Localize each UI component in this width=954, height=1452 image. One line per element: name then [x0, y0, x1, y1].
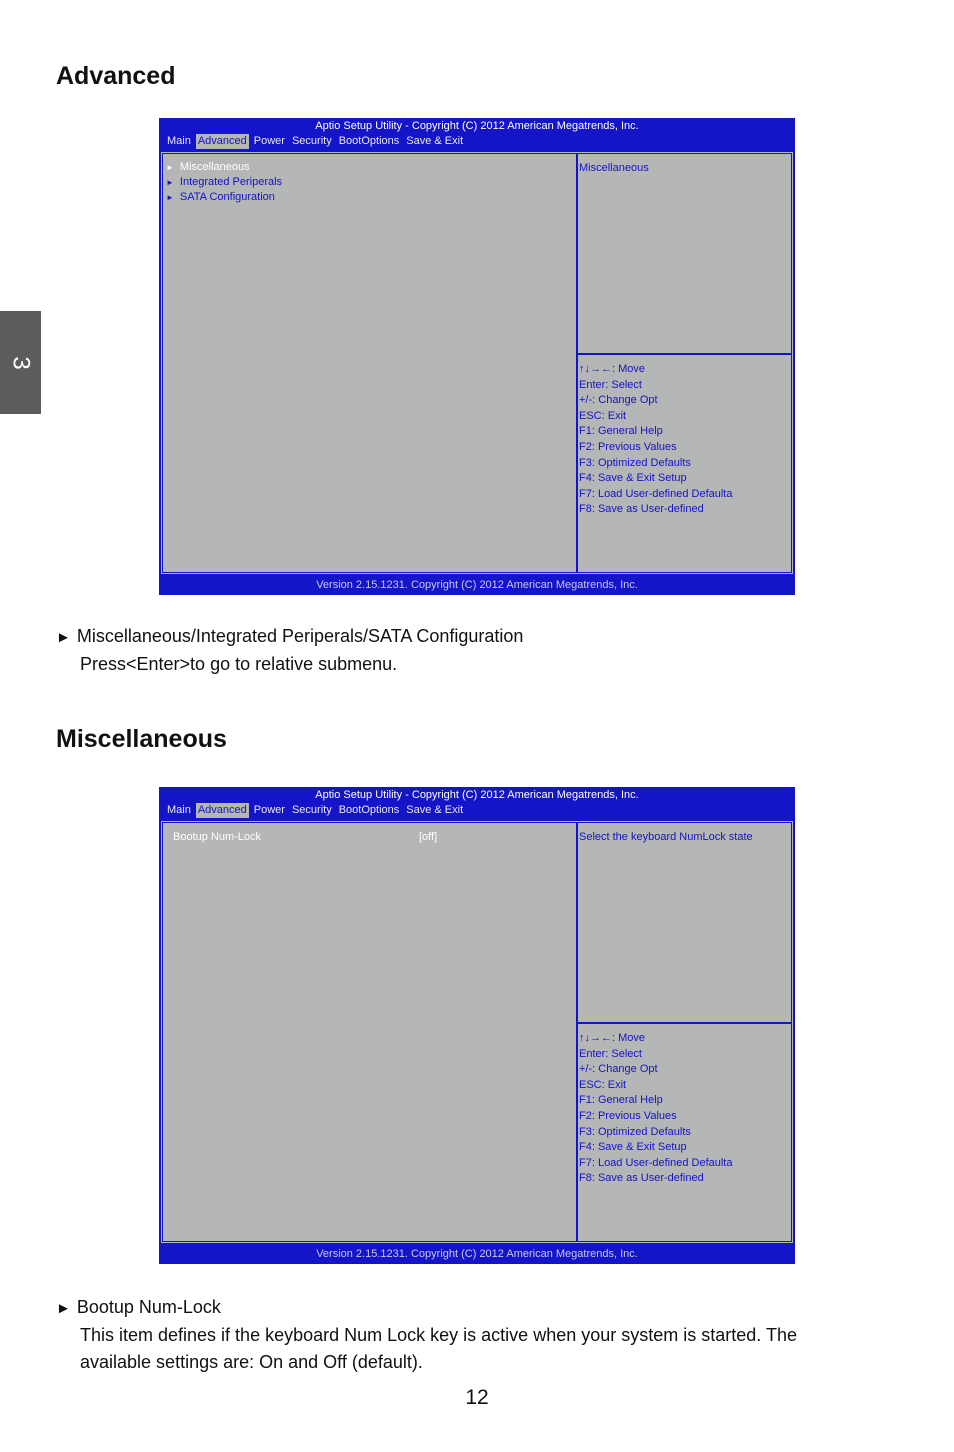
description-heading: ► Miscellaneous/Integrated Periperals/SATA Configuration [56, 626, 524, 646]
key-f8: F8: Save as User-defined [579, 503, 704, 516]
tab-save-exit[interactable]: Save & Exit [406, 135, 464, 147]
key-change: +/-: Change Opt [579, 394, 658, 407]
help-text: Select the keyboard NumLock state [579, 831, 753, 843]
bios-utility-title: Aptio Setup Utility - Copyright (C) 2012 American Megatrends, Inc. [315, 120, 639, 132]
tab-security[interactable]: Security [291, 804, 332, 816]
section-title-miscellaneous: Miscellaneous [56, 725, 227, 753]
bios-help-pane [577, 153, 792, 573]
bios-body [161, 152, 793, 574]
tab-save-exit[interactable]: Save & Exit [406, 804, 464, 816]
chapter-tab [0, 311, 41, 414]
key-enter: Enter: Select [579, 1047, 642, 1060]
key-move: ↑↓→←: Move [579, 1032, 646, 1044]
help-divider [578, 353, 791, 355]
tab-power[interactable]: Power [253, 804, 285, 816]
submenu-arrow-icon: ► [166, 193, 174, 202]
key-enter: Enter: Select [579, 378, 642, 391]
help-text: Miscellaneous [579, 162, 649, 174]
tab-bootoptions[interactable]: BootOptions [338, 135, 400, 147]
key-esc: ESC: Exit [579, 409, 627, 422]
bullet-triangle-icon: ► [56, 629, 71, 646]
submenu-arrow-icon: ► [166, 163, 174, 172]
key-f7: F7: Load User-defined Defaulta [579, 487, 733, 500]
bios-menu-pane [162, 153, 578, 573]
menu-item-label: Integrated Periperals [179, 176, 283, 188]
bios-topbar [159, 118, 795, 150]
bios-menu-pane [162, 822, 578, 1242]
key-esc: ESC: Exit [579, 1078, 627, 1091]
tab-advanced[interactable]: Advanced [197, 135, 247, 147]
description-advanced [56, 623, 523, 678]
key-legend [579, 1031, 732, 1187]
key-change: +/-: Change Opt [579, 1063, 658, 1076]
bullet-triangle-icon: ► [56, 1300, 71, 1317]
menu-item-miscellaneous[interactable] [166, 161, 250, 173]
menu-item-label: Miscellaneous [179, 161, 250, 173]
tab-main[interactable]: Main [167, 804, 191, 816]
arrow-keys-icon: ↑↓→← [579, 1032, 612, 1044]
key-f2: F2: Previous Values [579, 1109, 677, 1122]
key-f8: F8: Save as User-defined [579, 1172, 704, 1185]
menu-item-integrated-periperals[interactable] [166, 176, 282, 188]
bios-footer: Version 2.15.1231. Copyright (C) 2012 American Megatrends, Inc. [316, 1248, 638, 1260]
chapter-number: 3 [7, 355, 35, 370]
description-text-line1: This item defines if the keyboard Num Lock key is active when your system is started. The [80, 1325, 797, 1345]
key-move: ↑↓→←: Move [579, 363, 646, 375]
tab-main[interactable]: Main [167, 135, 191, 147]
tab-advanced[interactable]: Advanced [197, 804, 247, 816]
bios-body [161, 821, 793, 1243]
description-text-line2: available settings are: On and Off (default). [80, 1352, 423, 1372]
tab-security[interactable]: Security [291, 135, 332, 147]
key-f1: F1: General Help [579, 1094, 663, 1107]
arrow-keys-icon: ↑↓→← [579, 363, 612, 375]
page-number: 12 [465, 1386, 489, 1409]
bios-utility-title: Aptio Setup Utility - Copyright (C) 2012 American Megatrends, Inc. [315, 789, 639, 801]
menu-item-label: SATA Configuration [179, 191, 275, 203]
tab-power[interactable]: Power [253, 135, 285, 147]
key-f4: F4: Save & Exit Setup [579, 472, 687, 485]
description-bootup-numlock [56, 1294, 797, 1376]
bios-screen-miscellaneous [159, 787, 795, 1264]
submenu-arrow-icon: ► [166, 178, 174, 187]
key-f4: F4: Save & Exit Setup [579, 1141, 687, 1154]
key-f2: F2: Previous Values [579, 440, 677, 453]
key-f1: F1: General Help [579, 425, 663, 438]
key-f7: F7: Load User-defined Defaulta [579, 1156, 733, 1169]
key-f3: F3: Optimized Defaults [579, 1125, 691, 1138]
description-heading: ► Bootup Num-Lock [56, 1297, 221, 1317]
bios-help-pane [577, 822, 792, 1242]
bios-tabs [165, 134, 468, 149]
bios-tabs [165, 803, 468, 818]
key-legend [579, 362, 732, 518]
tab-bootoptions[interactable]: BootOptions [338, 804, 400, 816]
description-text: Press<Enter>to go to relative submenu. [80, 654, 398, 674]
bios-footer: Version 2.15.1231. Copyright (C) 2012 American Megatrends, Inc. [316, 579, 638, 591]
option-bootup-numlock[interactable]: Bootup Num-Lock [173, 831, 262, 843]
bios-screen-advanced [159, 118, 795, 595]
help-divider [578, 1022, 791, 1024]
menu-item-sata-configuration[interactable] [166, 191, 275, 203]
option-value-numlock[interactable]: [off] [419, 831, 438, 843]
section-title-advanced: Advanced [56, 62, 176, 90]
bios-topbar [159, 787, 795, 819]
key-f3: F3: Optimized Defaults [579, 456, 691, 469]
